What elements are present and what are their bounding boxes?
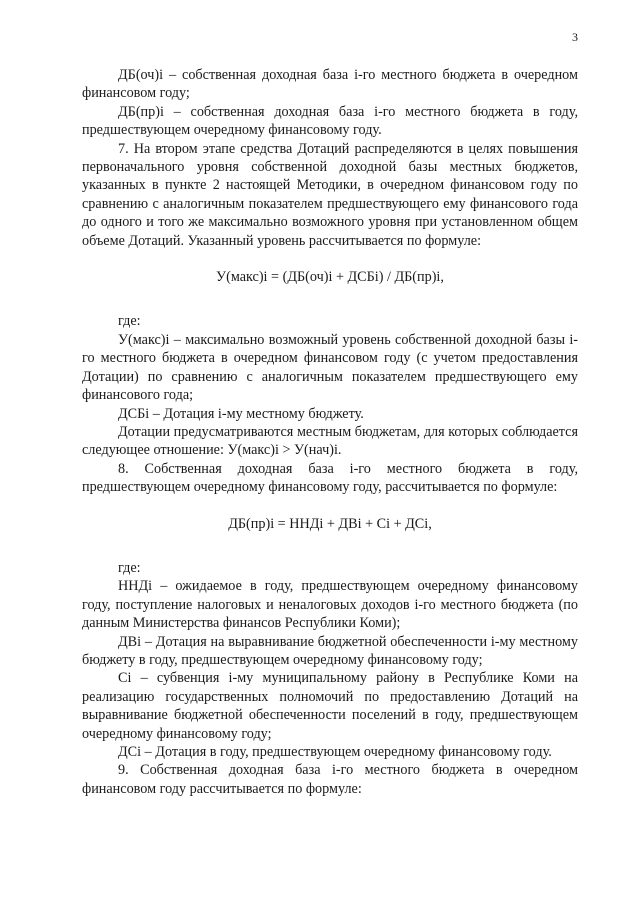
def-nnd: ННДi – ожидаемое в году, предшествующем очередному финансовому году, поступление налоговых и неналоговых доходов i-го местного бюджета (по данным Министерства финансов Республики Коми); <box>82 578 578 632</box>
def-dv: ДВi – Дотация на выравнивание бюджетной обеспеченности i-му местному бюджету в году, предшествующем очередному финансовому году; <box>82 633 578 668</box>
clause-9: 9. Собственная доходная база i-го местного бюджета в очередном финансовом году рассчитывается по формуле: <box>82 762 578 797</box>
def-ds: ДСi – Дотация в году, предшествующем очередному финансовому году. <box>118 744 552 760</box>
formula-db-pr: ДБ(пр)i = ННДi + ДВi + Сi + ДСi, <box>228 515 432 532</box>
def-db-pr: ДБ(пр)i – собственная доходная база i-го местного бюджета в году, предшествующем очередному финансовому году. <box>82 103 578 139</box>
where-label-1: где: <box>118 313 141 330</box>
document-body <box>82 66 578 798</box>
dotation-condition: Дотации предусматриваются местным бюджетам, для которых соблюдается следующее отношение: У(макс)i > У(нач)i. <box>82 423 578 459</box>
where-label-2: где: <box>118 559 141 576</box>
def-u-max: У(макс)i – максимально возможный уровень собственной доходной базы i-го местного бюджета в очередном финансовом году (с учетом предоставления Дотации) по сравнению с аналогичным показателем предшествующего ему финансового года; <box>82 331 578 404</box>
clause-8: 8. Собственная доходная база i-го местного бюджета в году, предшествующем очередному финансовому году, рассчитывается по формуле: <box>82 460 578 496</box>
def-c: Сi – субвенция i-му муниципальному району в Республике Коми на реализацию государственных полномочий по предоставлению Дотаций на выравнивание бюджетной обеспеченности поселений в году, предшествующем очередному финансовому году; <box>82 670 578 742</box>
clause-7: 7. На втором этапе средства Дотаций распределяются в целях повышения первоначального уровня собственной доходной базы местных бюджетов, указанных в пункте 2 настоящей Методики, в очередном финансовом году по сравнению с аналогичным показателем предшествующего ему финансового года до одного и того же максимально возможного уровня при установленном общем объеме Дотаций. Указанный уровень рассчитывается по формуле: <box>82 140 578 249</box>
def-db-och: ДБ(оч)i – собственная доходная база i-го местного бюджета в очередном финансовом году; <box>82 67 578 102</box>
page-number: 3 <box>572 30 578 44</box>
def-dsb: ДСБi – Дотация i-му местному бюджету. <box>118 405 364 422</box>
formula-u-max: У(макс)i = (ДБ(оч)i + ДСБi) / ДБ(пр)i, <box>216 269 444 286</box>
